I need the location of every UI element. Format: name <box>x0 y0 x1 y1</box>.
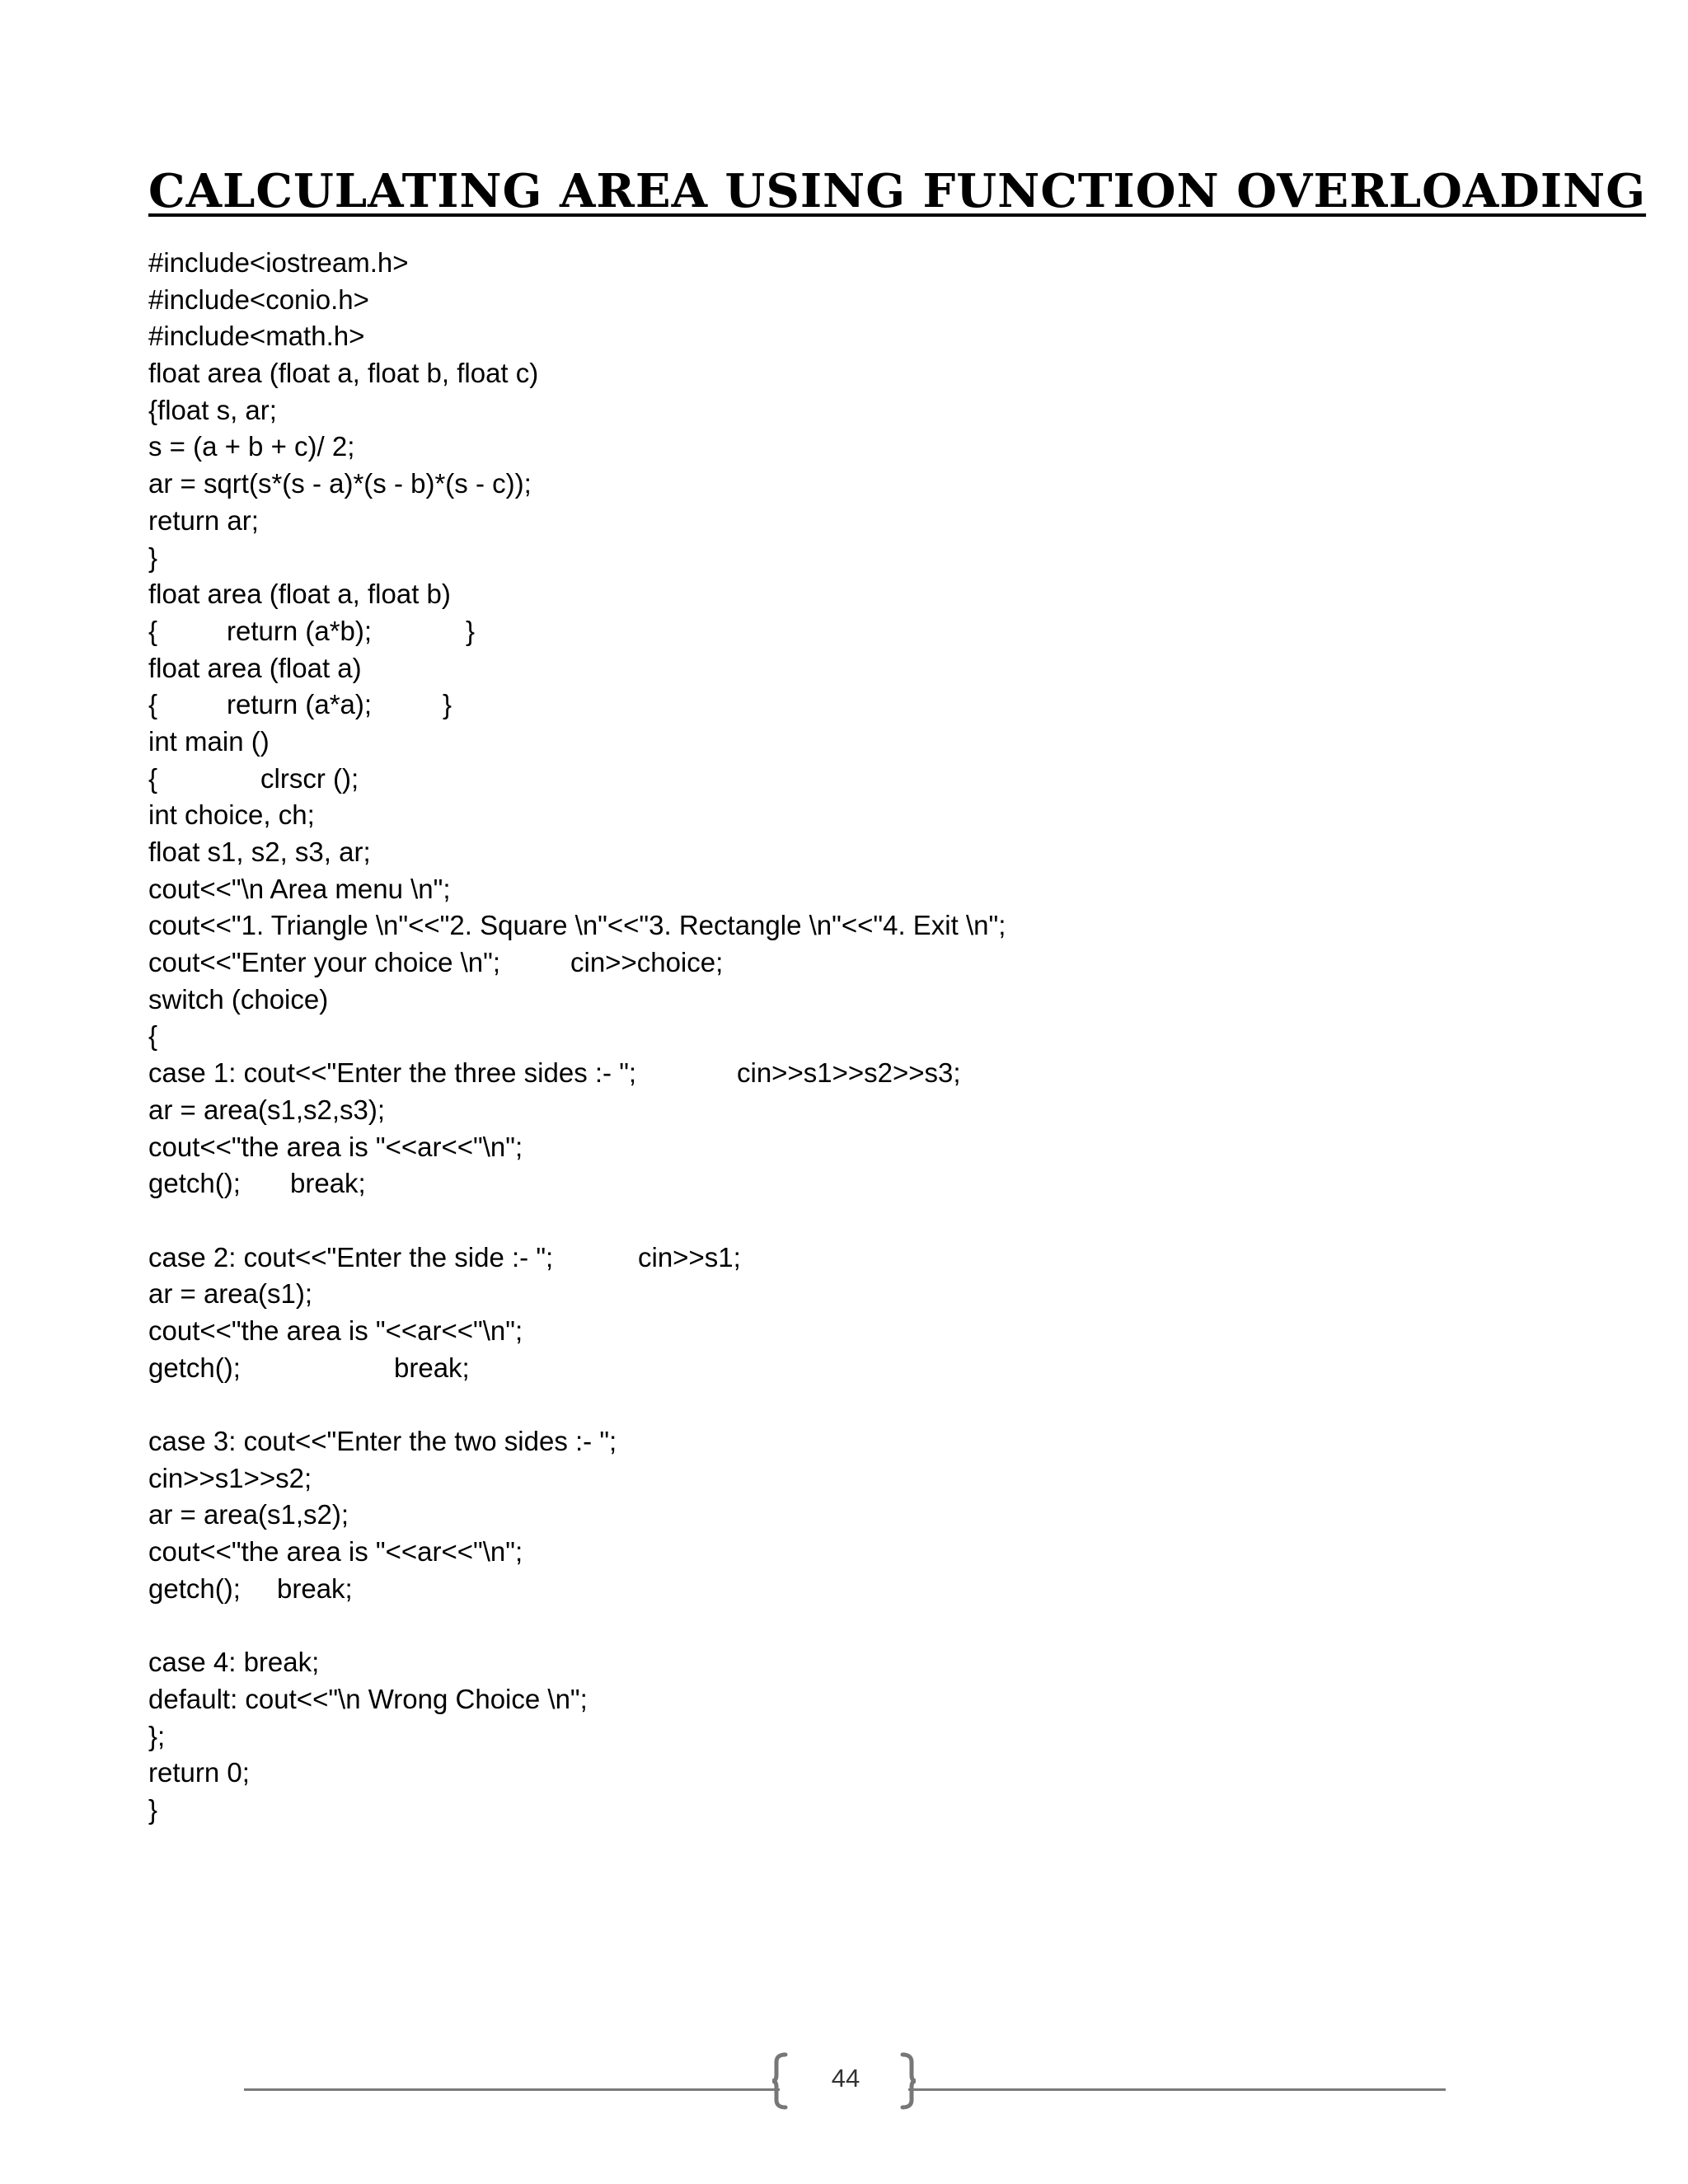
code-line <box>148 1350 1591 1387</box>
code-line <box>148 724 1591 761</box>
code-line <box>148 1718 1591 1755</box>
code-segment: ar = area(s1); <box>148 1278 312 1310</box>
code-segment: }; <box>148 1720 166 1751</box>
code-segment: case 4: break; <box>148 1647 320 1678</box>
code-line <box>148 761 1591 798</box>
code-segment: #include<iostream.h> <box>148 247 409 278</box>
code-segment: return 0; <box>148 1757 250 1788</box>
code-segment: break; <box>394 1352 470 1383</box>
code-line <box>148 503 1591 540</box>
code-line <box>148 1460 1591 1497</box>
code-segment: {float s, ar; <box>148 394 277 425</box>
code-segment: return (a*b); <box>227 615 373 646</box>
code-line <box>148 392 1591 429</box>
code-segment: cin>>s1; <box>638 1241 741 1272</box>
code-line <box>148 1571 1591 1608</box>
code-listing <box>148 245 1591 1829</box>
page-footer <box>0 2052 1688 2126</box>
right-bracket-icon <box>900 2052 917 2110</box>
code-line <box>148 540 1591 577</box>
blank-line <box>148 1386 1591 1423</box>
code-segment: { <box>148 615 158 646</box>
code-line <box>148 1129 1591 1166</box>
code-segment: float area (float a, float b) <box>148 579 451 610</box>
code-line <box>148 1497 1591 1534</box>
code-segment: int main () <box>148 725 270 757</box>
code-line <box>148 1018 1591 1055</box>
code-line <box>148 982 1591 1019</box>
code-segment: float area (float a) <box>148 652 362 683</box>
code-segment: case 1: cout<<"Enter the three sides :- "; <box>148 1057 637 1089</box>
code-segment: cout<<"the area is "<<ar<<"\n"; <box>148 1536 523 1568</box>
code-segment: cin>>choice; <box>570 947 724 978</box>
code-segment: s = (a + b + c)/ 2; <box>148 431 355 462</box>
code-line <box>148 1681 1591 1718</box>
code-line <box>148 245 1591 282</box>
code-segment: getch(); <box>148 1572 241 1604</box>
code-segment: ar = sqrt(s*(s - a)*(s - b)*(s - c)); <box>148 468 532 499</box>
code-segment: ar = area(s1,s2); <box>148 1499 349 1530</box>
code-line <box>148 907 1591 944</box>
code-segment: return (a*a); <box>227 689 373 720</box>
code-line <box>148 429 1591 466</box>
footer-rule-left <box>244 2088 780 2091</box>
code-line <box>148 1423 1591 1460</box>
blank-line <box>148 1202 1591 1240</box>
code-segment: { <box>148 762 158 794</box>
code-segment: cin>>s1>>s2>>s3; <box>737 1057 961 1089</box>
code-line <box>148 650 1591 687</box>
code-segment: default: cout<<"\n Wrong Choice \n"; <box>148 1683 588 1714</box>
code-line <box>148 1534 1591 1571</box>
code-segment: cout<<"1. Triangle \n"<<"2. Square \n"<<"3. Rectangle \n"<<"4. Exit \n"; <box>148 910 1006 941</box>
code-line <box>148 613 1591 650</box>
code-segment: ar = area(s1,s2,s3); <box>148 1094 386 1125</box>
code-segment: float area (float a, float b, float c) <box>148 358 539 389</box>
page-title: CALCULATING AREA USING FUNCTION OVERLOADING <box>148 164 1647 218</box>
code-line <box>148 1644 1591 1681</box>
code-segment: } <box>466 615 476 646</box>
code-segment: break; <box>290 1168 366 1199</box>
code-segment: float s1, s2, s3, ar; <box>148 837 371 867</box>
code-segment: int choice, ch; <box>148 799 315 831</box>
code-segment: { <box>148 689 158 720</box>
code-line <box>148 1755 1591 1792</box>
code-segment: case 3: cout<<"Enter the two sides :- "; <box>148 1426 617 1456</box>
code-line <box>148 1055 1591 1092</box>
code-segment: case 2: cout<<"Enter the side :- "; <box>148 1241 554 1272</box>
code-segment: { <box>148 1020 158 1052</box>
code-line <box>148 355 1591 392</box>
code-segment: cout<<"the area is "<<ar<<"\n"; <box>148 1315 523 1346</box>
code-line <box>148 576 1591 613</box>
code-segment: getch(); <box>148 1352 241 1383</box>
code-line <box>148 1276 1591 1313</box>
code-line <box>148 282 1591 319</box>
code-line <box>148 1792 1591 1829</box>
code-segment: clrscr (); <box>260 762 359 794</box>
code-segment: } <box>148 541 158 573</box>
code-line <box>148 1092 1591 1129</box>
code-segment: return ar; <box>148 504 259 536</box>
code-segment: cin>>s1>>s2; <box>148 1462 312 1493</box>
code-line <box>148 1313 1591 1350</box>
code-segment: cout<<"Enter your choice \n"; <box>148 947 501 978</box>
footer-rule-right <box>908 2088 1446 2091</box>
code-line <box>148 318 1591 355</box>
code-line <box>148 797 1591 834</box>
page-number: 44 <box>831 2064 860 2093</box>
code-segment: } <box>148 1793 158 1825</box>
code-segment: #include<math.h> <box>148 321 365 352</box>
code-segment: break; <box>277 1572 353 1604</box>
code-segment: getch(); <box>148 1168 241 1199</box>
code-line <box>148 1165 1591 1202</box>
code-line <box>148 466 1591 503</box>
code-line <box>148 944 1591 982</box>
left-bracket-icon <box>771 2052 788 2110</box>
code-segment: cout<<"\n Area menu \n"; <box>148 873 451 904</box>
code-segment: } <box>443 689 452 720</box>
code-line <box>148 1240 1591 1277</box>
code-segment: switch (choice) <box>148 983 329 1015</box>
code-line <box>148 871 1591 908</box>
code-line <box>148 687 1591 724</box>
blank-line <box>148 1607 1591 1644</box>
code-segment: #include<conio.h> <box>148 284 369 315</box>
code-line <box>148 834 1591 871</box>
code-segment: cout<<"the area is "<<ar<<"\n"; <box>148 1131 523 1162</box>
